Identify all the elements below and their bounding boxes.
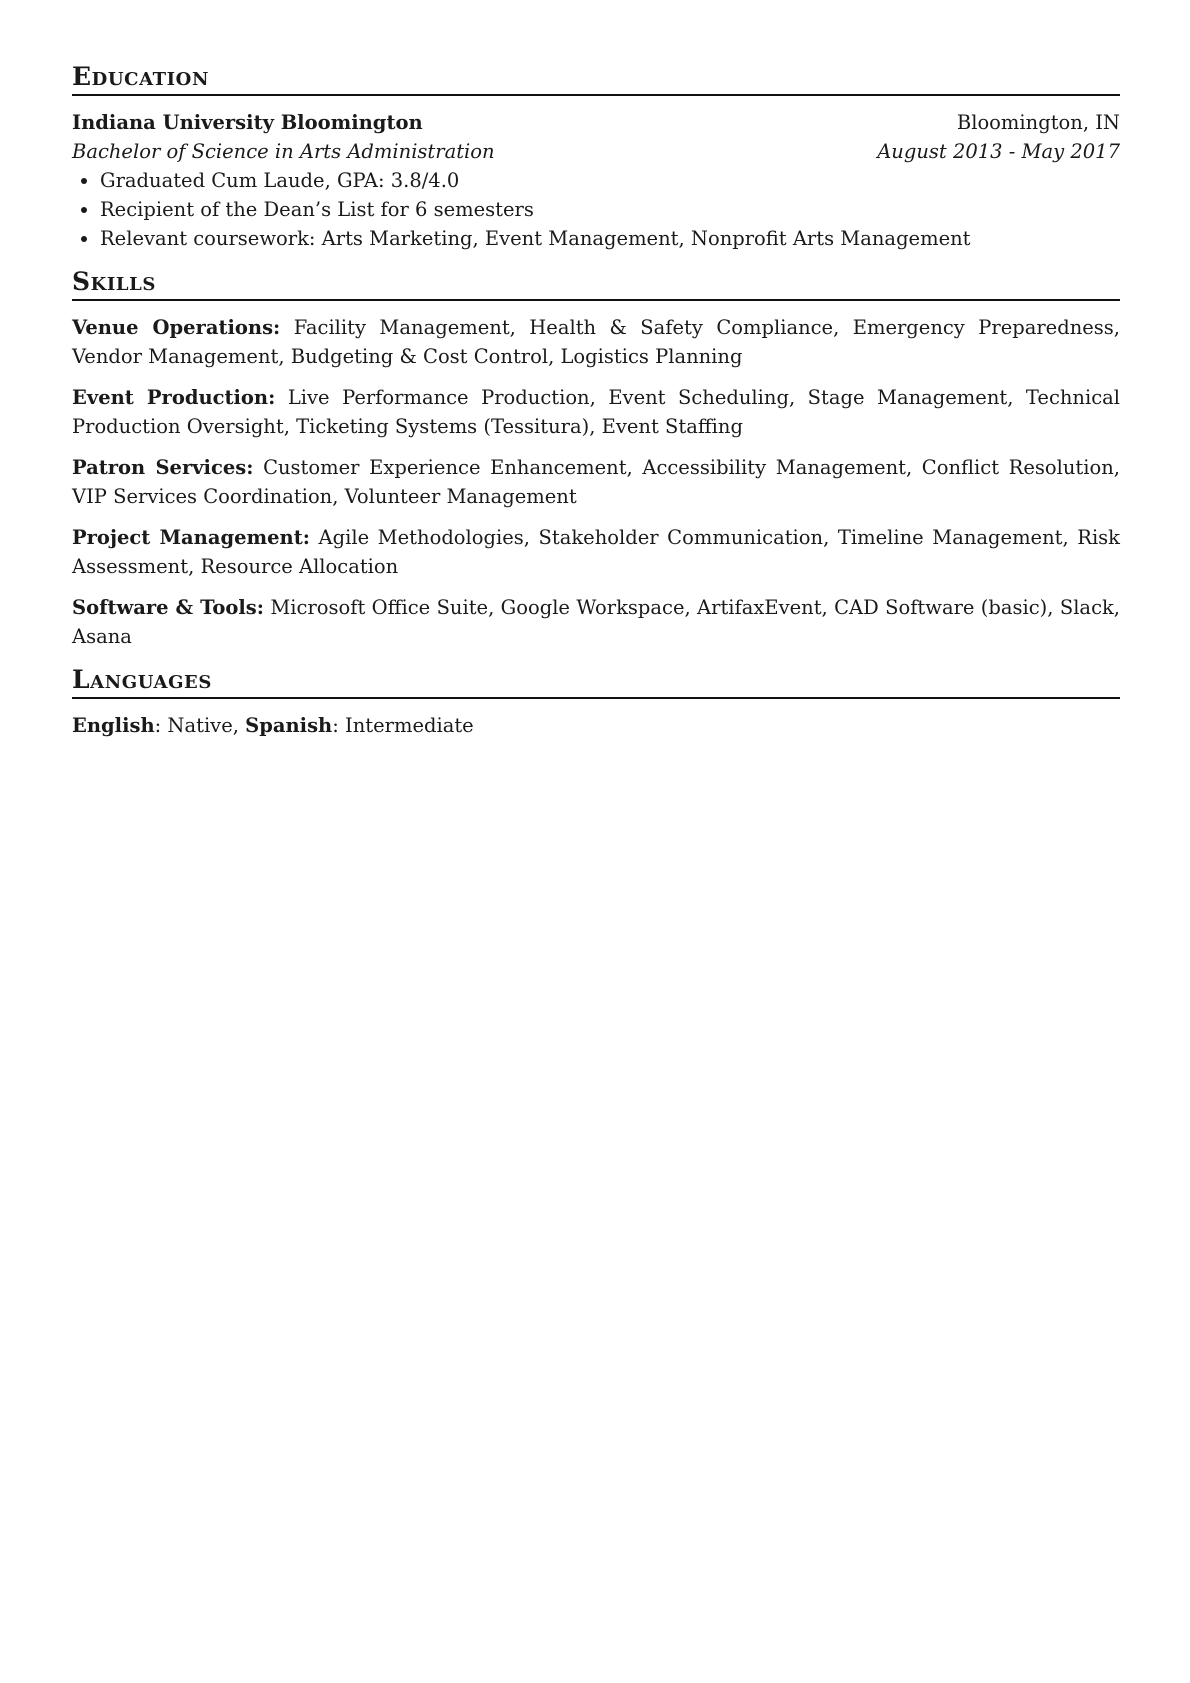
education-bullets (72, 166, 1120, 253)
language-level-spanish: : Intermediate (332, 714, 474, 737)
skill-label: Project Management: (72, 526, 310, 549)
skill-text: Facility Management, Health & Safety Compliance, Emergency Preparedness, Vendor Management, Budgeting & Cost Control, Logistics Planning (72, 316, 1121, 368)
skill-label: Event Production: (72, 386, 276, 409)
languages-line (72, 711, 1120, 740)
skill-patron-services (72, 453, 1120, 511)
skill-text: Customer Experience Enhancement, Accessibility Management, Conflict Resolution, VIP Services Coordination, Volunteer Management (72, 456, 1120, 508)
education-section (72, 62, 1120, 253)
languages-section (72, 665, 1120, 740)
skill-text: Microsoft Office Suite, Google Workspace, ArtifaxEvent, CAD Software (basic), Slack, Asana (72, 596, 1120, 648)
skill-label: Patron Services: (72, 456, 254, 479)
languages-heading: Languages (72, 665, 1120, 699)
language-name-spanish: Spanish (245, 714, 333, 737)
degree-dates: August 2013 - May 2017 (877, 140, 1120, 163)
skills-heading: Skills (72, 267, 1120, 301)
skill-text: Agile Methodologies, Stakeholder Communication, Timeline Management, Risk Assessment, Resource Allocation (72, 526, 1121, 578)
language-name-english: English (72, 714, 155, 737)
skills-section (72, 267, 1120, 651)
school-row (72, 108, 1120, 137)
language-level-english: : Native, (154, 714, 246, 737)
education-heading: Education (72, 62, 1120, 96)
skill-software-tools (72, 593, 1120, 651)
skill-label: Venue Operations: (72, 316, 281, 339)
school-name: Indiana University Bloomington (72, 111, 423, 134)
resume-page (72, 62, 1120, 754)
degree-name: Bachelor of Science in Arts Administration (72, 140, 495, 163)
skill-event-production (72, 383, 1120, 441)
school-location: Bloomington, IN (956, 111, 1120, 134)
degree-row (72, 137, 1120, 166)
list-item: • Recipient of the Dean’s List for 6 semesters (100, 195, 1120, 224)
skill-label: Software & Tools: (72, 596, 264, 619)
skill-venue-operations (72, 313, 1120, 371)
list-item: • Graduated Cum Laude, GPA: 3.8/4.0 (100, 166, 1120, 195)
skill-text: Live Performance Production, Event Scheduling, Stage Management, Technical Production Oversight, Ticketing Systems (Tessitura), Event Staffing (72, 386, 1121, 438)
list-item: • Relevant coursework: Arts Marketing, Event Management, Nonprofit Arts Management (100, 224, 1120, 253)
skill-project-management (72, 523, 1120, 581)
